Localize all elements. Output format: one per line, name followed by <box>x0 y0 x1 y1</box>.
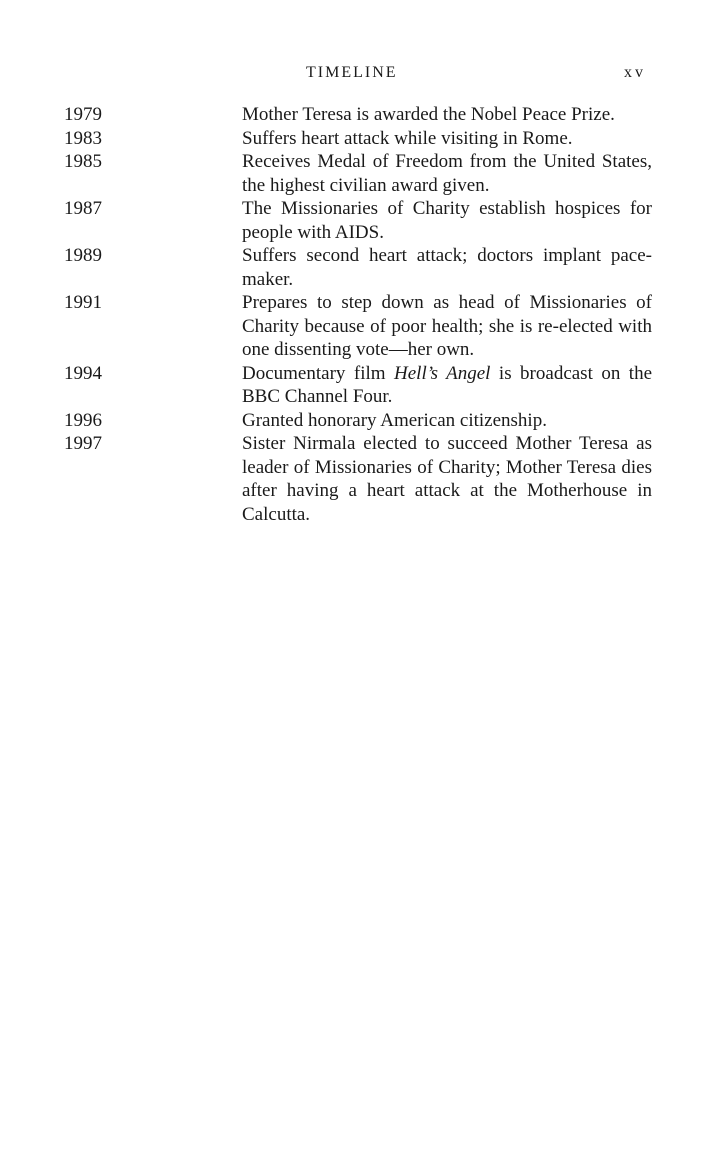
timeline-event <box>242 197 652 244</box>
event-text: Sister Nirmala elected to succeed Mother Teresa as leader of Missionaries of Charity; Mother Teresa dies after having a heart attack at the Motherhouse in Calcutta. <box>242 433 652 525</box>
event-text: Granted honorary American citizenship. <box>242 409 547 431</box>
timeline-entry <box>64 432 652 526</box>
event-text: Prepares to step down as head of Missionaries of Charity because of poor health; she is re-elected with one dissenting vote—her own. <box>242 292 652 360</box>
timeline-entry <box>64 150 652 197</box>
running-head <box>0 64 728 86</box>
timeline-year: 1989 <box>64 245 102 266</box>
timeline-entry <box>64 362 652 409</box>
timeline-entry <box>64 291 652 362</box>
timeline-list <box>64 103 652 526</box>
event-text: Mother Teresa is awarded the Nobel Peace Prize. <box>242 104 615 125</box>
timeline-entry <box>64 409 652 433</box>
event-text: Documentary film <box>242 362 395 384</box>
event-text: is broadcast on the BBC Channel Four. <box>242 362 653 407</box>
timeline-entry <box>64 103 652 127</box>
timeline-year: 1996 <box>64 409 102 431</box>
timeline-event <box>242 432 652 526</box>
event-text: The Missionaries of Charity establish hospices for people with AIDS. <box>242 198 652 243</box>
timeline-event <box>242 291 652 362</box>
timeline-year: 1991 <box>64 292 102 313</box>
timeline-event <box>242 244 652 291</box>
event-text: Suffers second heart attack; doctors implant pace-maker. <box>242 245 652 290</box>
timeline-entry <box>64 244 652 291</box>
event-text: Suffers heart attack while visiting in Rome. <box>242 127 573 149</box>
timeline-entry <box>64 127 652 151</box>
timeline-event <box>242 150 652 197</box>
timeline-year: 1994 <box>64 362 102 384</box>
timeline-year: 1985 <box>64 151 102 172</box>
timeline-event <box>242 127 652 151</box>
timeline-event <box>242 103 652 127</box>
page-number: xv <box>624 64 646 81</box>
timeline-event <box>242 409 652 433</box>
timeline-year: 1987 <box>64 198 102 219</box>
running-title: TIMELINE <box>306 64 398 81</box>
timeline-year: 1997 <box>64 433 102 454</box>
timeline-event <box>242 362 652 409</box>
timeline-year: 1979 <box>64 104 102 125</box>
timeline-year: 1983 <box>64 127 102 149</box>
event-text: Receives Medal of Freedom from the United States, the highest civilian award given. <box>242 151 652 196</box>
timeline-entry <box>64 197 652 244</box>
event-text-italic: Hell’s Angel <box>394 362 491 384</box>
